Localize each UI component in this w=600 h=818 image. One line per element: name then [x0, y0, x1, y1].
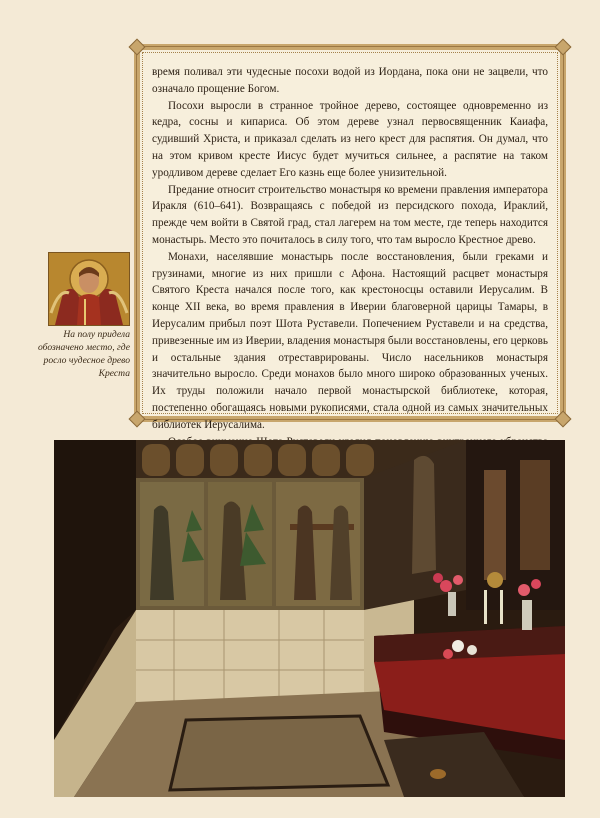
frame-corner-ornament	[555, 411, 572, 428]
text-frame	[134, 44, 566, 431]
angel-icon	[49, 253, 129, 325]
frame-corner-ornament	[555, 39, 572, 56]
paragraph: Посохи выросли в странное тройное дерево, состоящее одновременно из кедра, сосны и кипариса. Об этом дереве узнал первосвященник Каиафа, судивший Христа, и приказал сделать из него крест для распятия. Он думал, что на этом кривом кресте Иисус будет мучиться сильнее, а распятие на таком уродливом дереве сделает Его казнь еще более унизительной.	[152, 99, 548, 179]
paragraph: время поливал эти чудесные посохи водой из Иордана, пока они не зацвели, что означало прощение Богом.	[152, 66, 548, 95]
frame-corner-ornament	[129, 411, 146, 428]
paragraph: Предание относит строительство монастыря ко времени правления императора Иракля (610–641). Возвращаясь с победой из персидского похода, Ираклий, прежде чем войти в Святой град, стал лагерем на том месте, где теперь находится монастырь. Место это почиталось в силу того, что там выросло Крестное древо.	[152, 183, 548, 246]
angel-icon-miniature	[48, 252, 130, 326]
chapel-photo-illustration	[54, 440, 565, 797]
body-text	[152, 64, 548, 431]
chapel-photo	[54, 440, 565, 797]
paragraph: Монахи, населявшие монастырь после восстановления, были греками и грузинами, многие из них пришли с Афона. Настоящий расцвет монастыря Святого Креста начался после того, как крестоносцы оставили Иерусалим. В конце XII века, во время правления в Иверии благоверной царицы Тамары, в Иерусалим прибыл поэт Шота Руставели. Попечением Руставели и на средства, привезенные им из Иверии, владения монастыря были восстановлены, его церковь и остальные здания отреставрированы. Число насельников монастыря значительно выросло. Среди монахов было много широко образованных ученых. Их труды положили начало первой монастырской библиотеке, которая, постепенно обогащаясь новыми рукописями, стала одной из самых значительных библиотек Иерусалима.	[152, 250, 548, 431]
image-caption: На полу придела обозначено место, где росло чудесное древо Креста	[37, 329, 130, 379]
frame-corner-ornament	[129, 39, 146, 56]
